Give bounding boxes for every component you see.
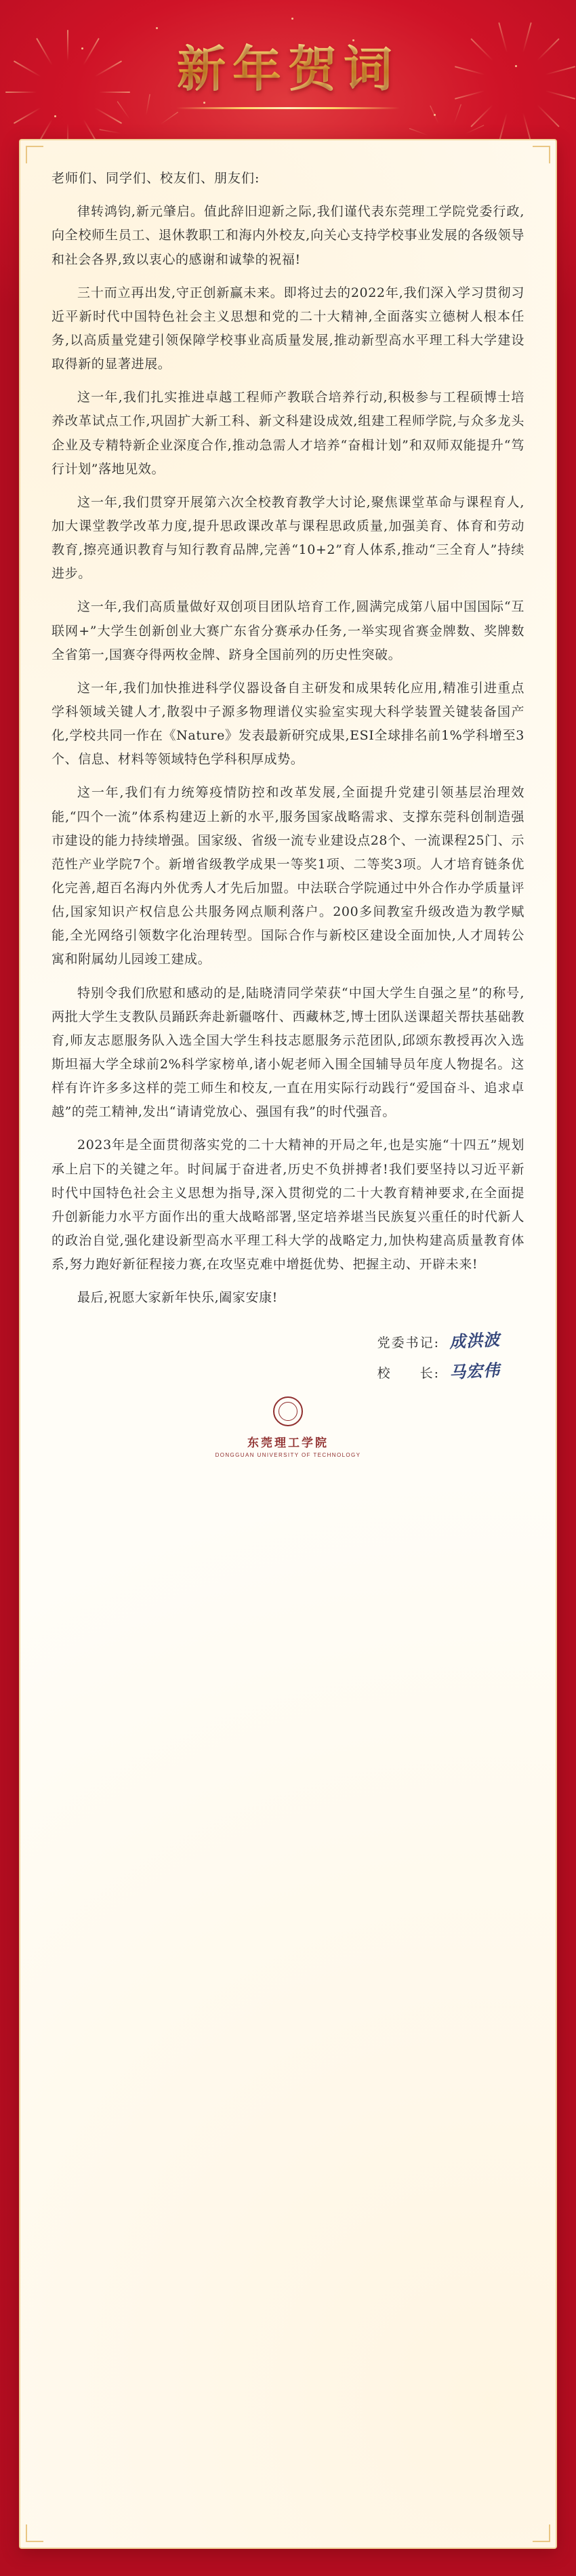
corner-ornament — [26, 2524, 43, 2542]
title-underline-divider — [176, 107, 400, 109]
letter-paragraph: 这一年,我们扎实推进卓越工程师产教联合培养行动,积极参与工程硕博士培养改革试点工作,巩固扩大新工科、新文科建设成效,组建工程师学院,与众多龙头企业及专精特新企业深度合作,推动急需人才培养“奋楫计划”和双师双能提升“笃行计划”落地见效。 — [52, 390, 524, 477]
letter-paragraph: 这一年,我们贯穿开展第六次全校教育教学大讨论,聚焦课堂革命与课程育人,加大课堂教学改革力度,提升思政课改革与课程思政质量,加强美育、体育和劳动教育,擦亮通识教育与知行教育品牌,完善“10+2”育人体系,推动“三全育人”持续进步。 — [52, 494, 524, 582]
corner-ornament — [533, 2524, 550, 2542]
letter-paragraph: 三十而立再出发,守正创新赢未来。即将过去的2022年,我们深入学习贯彻习近平新时代中国特色社会主义思想和党的二十大精神,全面落实立德树人根本任务,以高质量党建引领保障学校事业高质量发展,推动新型高水平理工科大学建设取得新的显著进展。 — [52, 285, 524, 372]
letter-salutation: 老师们、同学们、校友们、朋友们: — [52, 171, 260, 186]
letter-body — [20, 140, 556, 1483]
letter-paragraph: 2023年是全面贯彻落实党的二十大精神的开局之年,也是实施“十四五”规划承上启下的关键之年。时间属于奋进者,历史不负拼搏者!我们要坚持以习近平新时代中国特色社会主义思想为指导,深入贯彻党的二十大教育精神要求,在全面提升创新能力水平方面作出的重大战略部署,坚定培养堪当民族复兴重任的时代新人的政治自觉,强化建设新型高水平理工科大学的战略定力,加快构建高质量教育体系,努力跑好新征程接力赛,在攻坚克难中增挺优势、把握主动、开辟未来! — [52, 1138, 524, 1272]
university-name-cn: 东莞理工学院 — [247, 1436, 329, 1451]
corner-ornament — [26, 146, 43, 163]
letter-paragraph: 最后,祝愿大家新年快乐,阖家安康! — [77, 1290, 278, 1306]
letter-paragraph: 这一年,我们高质量做好双创项目团队培育工作,圆满完成第八届中国国际“互联网+”大学生创新创业大赛广东省分赛承办任务,一举实现省赛金牌数、奖牌数全省第一,国赛夺得两枚金牌、跻身全国前列的历史性突破。 — [52, 599, 524, 662]
signature-label: 校 长: — [377, 1366, 440, 1382]
letter-paragraph: 律转鸿钧,新元肇启。值此辞旧迎新之际,我们谨代表东莞理工学院党委行政,向全校师生员工、退休教职工和海内外校友,向关心支持学校事业发展的各级领导和社会各界,致以衷心的感谢和诚挚的祝福! — [52, 204, 524, 267]
letter-paragraph: 特别令我们欣慰和感动的是,陆晓清同学荣获“中国大学生自强之星”的称号,两批大学生支教队员踊跃奔赴新疆喀什、西藏林芝,博士团队送课超关帮扶基础教育,师友志愿服务队入选全国大学生科技志愿服务示范团队,邱颂东教授再次入选斯坦福大学全球前2%科学家榜单,诸小妮老师入围全国辅导员年度人物提名。这样有许许多多这样的莞工师生和校友,一直在用实际行动践行“爱国奋斗、追求卓越”的莞工精神,发出“请请党放心、强国有我”的时代强音。 — [52, 985, 524, 1120]
letter-card — [19, 139, 557, 2549]
page-title-wrapper — [171, 30, 405, 109]
signature-label: 党委书记: — [377, 1335, 440, 1351]
corner-ornament — [533, 146, 550, 163]
university-seal-icon — [273, 1396, 303, 1426]
university-name-en: DONGGUAN UNIVERSITY OF TECHNOLOGY — [215, 1452, 361, 1459]
signature-handwriting: 马宏伟 — [449, 1360, 501, 1383]
signature-row — [52, 1358, 500, 1382]
signature-block — [52, 1327, 524, 1382]
logo-mark — [215, 1396, 361, 1458]
page-title: 新年贺词 — [171, 30, 405, 100]
page-header — [0, 0, 576, 139]
signature-handwriting: 成洪波 — [449, 1329, 501, 1352]
signature-row — [52, 1327, 500, 1351]
letter-paragraph: 这一年,我们加快推进科学仪器设备自主研发和成果转化应用,精准引进重点学科领域关键人才,散裂中子源多物理谱仪实验室实现大科学装置关键装备国产化,学校共同一作在《Nature》发表最新研究成果,ESI全球排名前1%学科增至3个、信息、材料等领域特色学科积厚成势。 — [52, 680, 524, 767]
university-logo-block — [52, 1396, 524, 1462]
letter-paragraph: 这一年,我们有力统筹疫情防控和改革发展,全面提升党建引领基层治理效能,“四个一流”体系构建迈上新的水平,服务国家战略需求、支撑东莞科创制造强市建设的能力持续增强。国家级、省级一流专业建设点28个、一流课程25门、示范性产业学院7个。新增省级教学成果一等奖1项、二等奖3项。人才培育链条优化完善,超百名海内外优秀人才先后加盟。中法联合学院通过中外合作办学质量评估,国家知识产权信息公共服务网点顺利落户。200多间教室升级改造为教学赋能,全光网络引领数字化治理转型。国际合作与新校区建设全面加快,人才周转公寓和附属幼儿园竣工建成。 — [52, 785, 524, 967]
